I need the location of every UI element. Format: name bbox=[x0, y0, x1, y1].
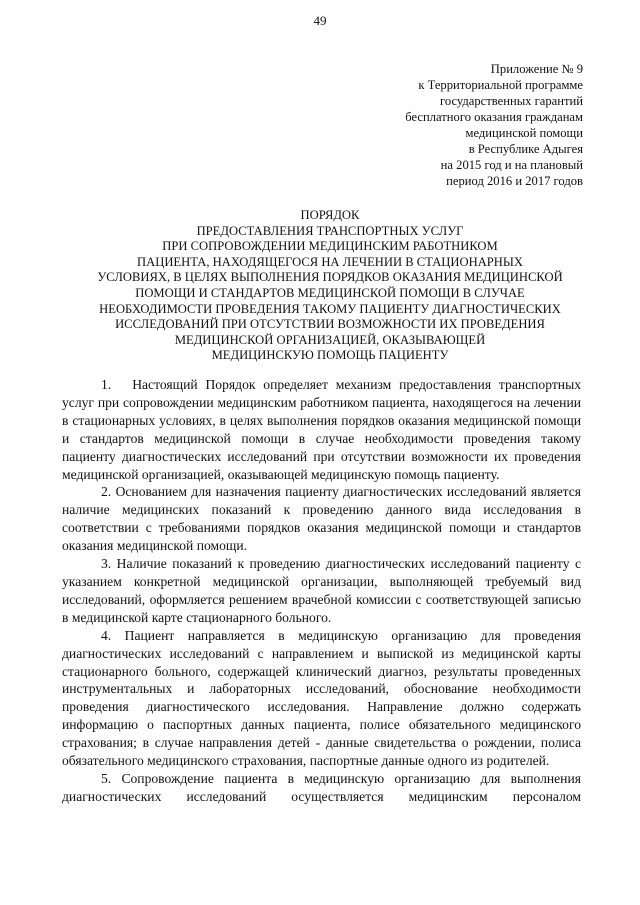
paragraph-number: 2. bbox=[101, 484, 112, 500]
paragraph-text: Настоящий Порядок определяет механизм предоставления транспортных услуг при сопровождении медицинским работником пациента, находящегося на лечении в стационарных условиях, в целях выполнения порядков оказания медицинской помощи и стандартов медицинской помощи в случае необходимости проведения такому пациенту диагностических исследований при отсутствии возможности их проведения медицинской организацией, оказывающей медицинскую помощь пациенту. bbox=[62, 377, 581, 482]
appendix-header bbox=[405, 61, 583, 189]
paragraph-number: 4. bbox=[101, 627, 112, 643]
paragraph-number: 3. bbox=[101, 556, 112, 572]
paragraph-text: Основанием для назначения пациенту диагностических исследований является наличие медицинских показаний к проведению данного вида исследования в соответствии с требованиями порядков оказания медицинской помощи и стандартов оказания медицинской помощи. bbox=[62, 484, 581, 554]
paragraph-text: Наличие показаний к проведению диагностических исследований пациенту с указанием конкретной медицинской организации, выполняющей требуемый вид исследований, оформляется решением врачебной комиссии с соответствующей записью в медицинской карте стационарного больного. bbox=[62, 556, 581, 625]
document-title bbox=[80, 208, 580, 364]
paragraph-text: Пациент направляется в медицинскую организацию для проведения диагностических исследований с направлением и выпиской из медицинской карты стационарного больного, содержащей клинический диагноз, результаты проведенных инструментальных и лабораторных исследований, обоснование необходимости проведения диагностического исследования. Направление должно содержать информацию о паспортных данных пациента, полисе обязательного медицинского страхования; в случае направления детей - данные свидетельства о рождении, полиса обязательного медицинского страхования, паспортные данные одного из родителей. bbox=[62, 627, 581, 769]
appendix-line: в Республике Адыгея bbox=[468, 142, 583, 156]
title-line: ПРИ СОПРОВОЖДЕНИИ МЕДИЦИНСКИМ РАБОТНИКОМ bbox=[162, 239, 498, 254]
title-line: МЕДИЦИНСКУЮ ПОМОЩЬ ПАЦИЕНТУ bbox=[211, 348, 449, 363]
appendix-line: период 2016 и 2017 годов bbox=[446, 174, 583, 188]
title-line: ПОРЯДОК bbox=[300, 208, 360, 222]
document-body bbox=[62, 376, 581, 806]
title-line: НЕОБХОДИМОСТИ ПРОВЕДЕНИЯ ТАКОМУ ПАЦИЕНТУ ДИАГНОСТИЧЕСКИХ bbox=[99, 301, 561, 316]
appendix-line: Приложение № 9 bbox=[490, 62, 583, 76]
appendix-line: к Территориальной программе bbox=[418, 78, 583, 92]
paragraph-number: 1. bbox=[101, 377, 112, 392]
title-line: ПАЦИЕНТА, НАХОДЯЩЕГОСЯ НА ЛЕЧЕНИИ В СТАЦИОНАРНЫХ bbox=[137, 254, 523, 269]
paragraph-1 bbox=[62, 376, 581, 483]
title-line: ПОМОЩИ И СТАНДАРТОВ МЕДИЦИНСКОЙ ПОМОЩИ В СЛУЧАЕ bbox=[135, 285, 525, 300]
paragraph-text: Сопровождение пациента в медицинскую организацию для выполнения диагностических исследований осуществляется медицинским персоналом bbox=[62, 770, 581, 804]
page-number: 49 bbox=[313, 13, 327, 28]
paragraph-5 bbox=[62, 770, 581, 806]
paragraph-4 bbox=[62, 627, 581, 770]
appendix-line: бесплатного оказания гражданам bbox=[405, 110, 583, 124]
title-line: МЕДИЦИНСКОЙ ОРГАНИЗАЦИЕЙ, ОКАЗЫВАЮЩЕЙ bbox=[174, 332, 486, 347]
paragraph-number: 5. bbox=[101, 770, 112, 786]
appendix-line: медицинской помощи bbox=[465, 126, 583, 140]
title-line: ПРЕДОСТАВЛЕНИЯ ТРАНСПОРТНЫХ УСЛУГ bbox=[196, 223, 464, 238]
title-line: ИССЛЕДОВАНИЙ ПРИ ОТСУТСТВИИ ВОЗМОЖНОСТИ ИХ ПРОВЕДЕНИЯ bbox=[115, 317, 545, 332]
appendix-line: государственных гарантий bbox=[440, 94, 583, 108]
title-line: УСЛОВИЯХ, В ЦЕЛЯХ ВЫПОЛНЕНИЯ ПОРЯДКОВ ОКАЗАНИЯ МЕДИЦИНСКОЙ bbox=[97, 270, 563, 285]
paragraph-2 bbox=[62, 483, 581, 555]
paragraph-3 bbox=[62, 555, 581, 627]
appendix-line: на 2015 год и на плановый bbox=[440, 158, 583, 172]
